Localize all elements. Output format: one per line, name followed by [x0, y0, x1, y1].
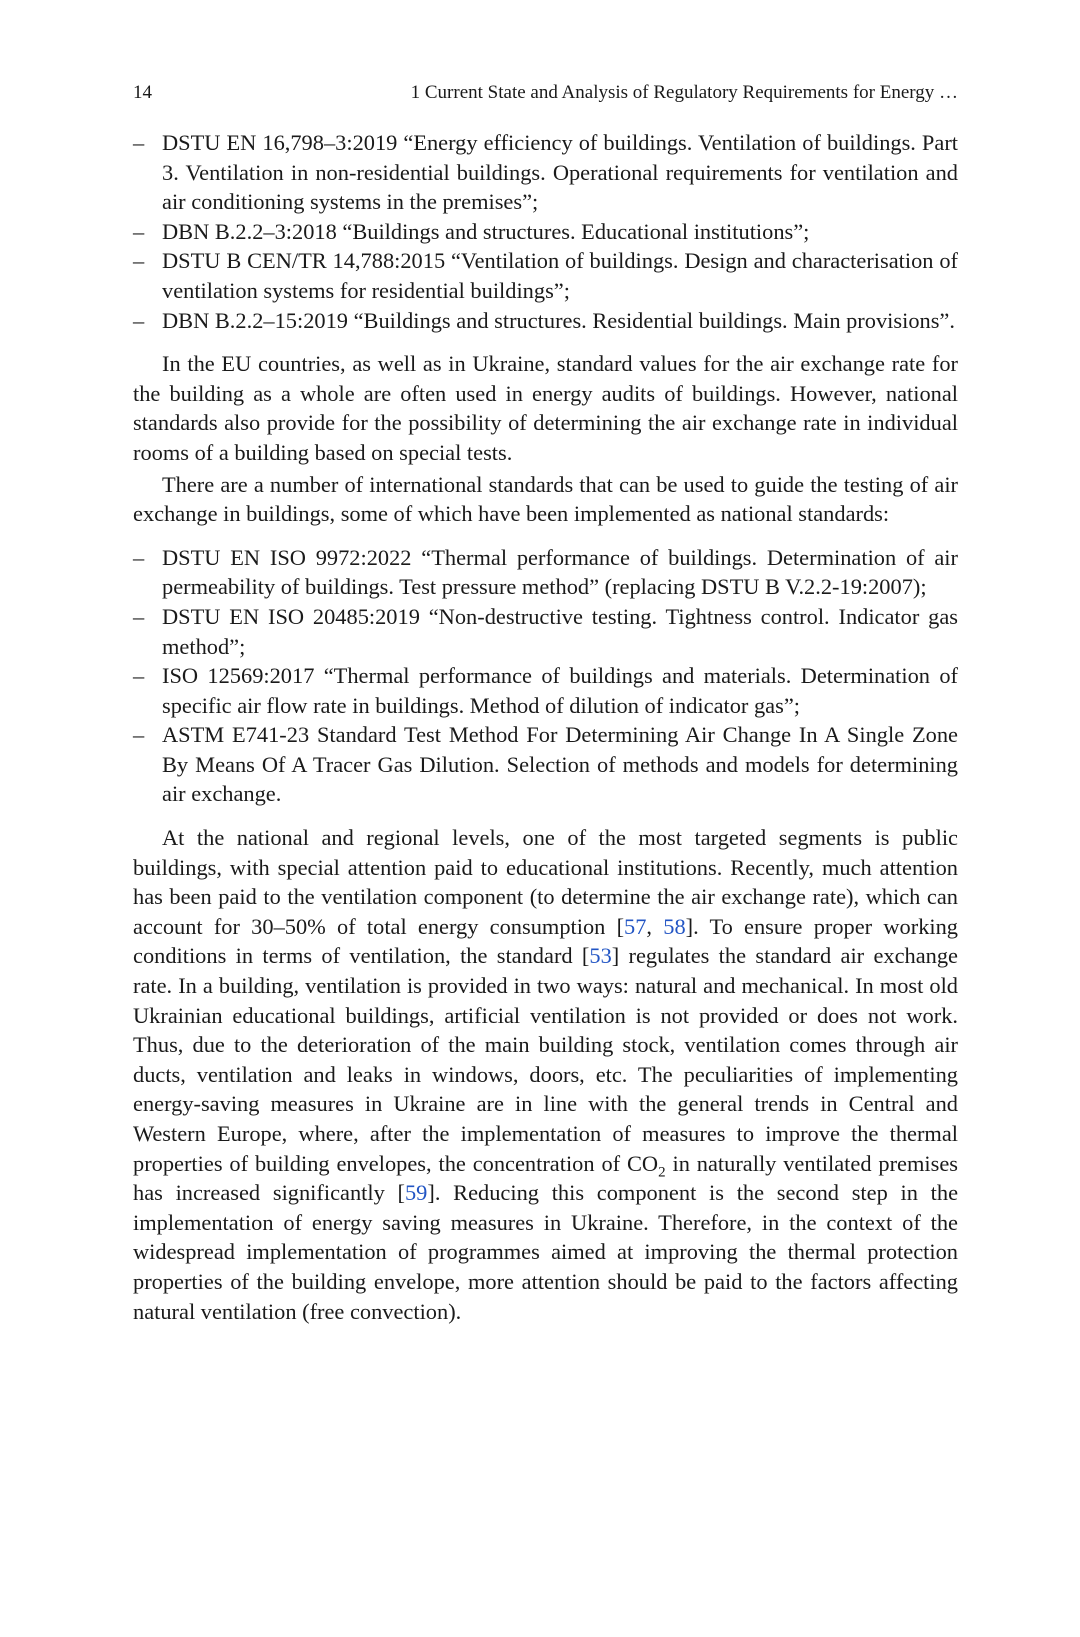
list-item [133, 217, 958, 247]
page [133, 82, 958, 1326]
list-item [133, 720, 958, 809]
list-item [133, 128, 958, 217]
page-number: 14 [133, 82, 152, 103]
standards-list-1 [133, 128, 958, 335]
paragraph-ventilation [133, 823, 958, 1326]
list-item-text: DBN B.2.2–3:2018 “Buildings and structures. Educational institutions”; [162, 218, 810, 244]
paragraph-international-standards: There are a number of international standards that can be used to guide the testing of air exchange in buildings, some of which have been implemented as national standards: [133, 471, 958, 527]
text-run: ] regulates the standard air exchange rate. In a building, ventilation is provided in two ways: natural and mechanical. In most old Ukrainian educational buildings, artificial ventilation is not provided or does not work. Thus, due to the deterioration of the main building stock, ventilation comes through air ducts, ventilation and leaks in windows, doors, etc. The peculiarities of implementing energy-saving measures in Ukraine are in line with the general trends in Central and Western Europe, where, after the implementation of measures to improve the thermal properties of building envelopes, the concentration of CO [133, 943, 958, 1176]
list-dash: – [133, 544, 145, 570]
list-item [133, 246, 958, 305]
running-head: 1 Current State and Analysis of Regulatory Requirements for Energy … [410, 82, 958, 103]
co2-subscript: 2 [658, 1164, 666, 1181]
list-item-text: DSTU EN ISO 20485:2019 “Non-destructive testing. Tightness control. Indicator gas method”; [162, 603, 958, 659]
list-dash: – [133, 603, 145, 629]
list-dash: – [133, 218, 145, 244]
list-item [133, 602, 958, 661]
list-item-text: ISO 12569:2017 “Thermal performance of buildings and materials. Determination of specific air flow rate in buildings. Method of dilution of indicator gas”; [162, 663, 958, 718]
list-dash: – [133, 722, 145, 748]
citation-link-58[interactable]: 58 [663, 913, 686, 939]
list-item [133, 306, 958, 336]
list-item [133, 661, 958, 720]
text-run: ]. Reducing this component is the second step in the implementation of energy saving measures in Ukraine. Therefore, in the context of the widespread implementation of programmes aimed at improving the thermal protection properties of the building envelope, more attention should be paid to the factors affecting natural ventilation (free convection). [133, 1180, 959, 1324]
text-run: At the national and regional levels, one of the most targeted segments is public buildings, with special attention paid to educational institutions. Recently, much attention has been paid to the ventilation component (to determine the air exchange rate), which can account for 30–50% of total energy consumption [ [133, 825, 958, 939]
standards-list-2 [133, 543, 958, 809]
list-item-text: DSTU EN 16,798–3:2019 “Energy efficiency of buildings. Ventilation of buildings. Part 3. Ventilation in non-residential buildings. Operational requirements for ventilation and air conditioning systems in the premises”; [162, 130, 958, 215]
list-item-text: DSTU B CEN/TR 14,788:2015 “Ventilation of buildings. Design and characterisation of ventilation systems for residential buildings”; [162, 248, 958, 303]
list-dash: – [133, 663, 145, 689]
page-header [133, 82, 958, 112]
list-dash: – [133, 248, 145, 274]
list-item [133, 543, 958, 602]
text-run: in naturally ventilated premises has increased significantly [ [133, 1150, 958, 1206]
citation-link-53[interactable]: 53 [589, 943, 612, 969]
list-dash: – [133, 307, 145, 333]
list-item-text: ASTM E741-23 Standard Test Method For Determining Air Change In A Single Zone By Means Of A Tracer Gas Dilution. Selection of methods and models for determining air exchange. [162, 722, 958, 807]
citation-link-57[interactable]: 57 [624, 913, 647, 939]
paragraph-eu-standards: In the EU countries, as well as in Ukraine, standard values for the air exchange rate for the building as a whole are often used in energy audits of buildings. However, national standards also provide for the possibility of determining the air exchange rate in individual rooms of a building based on special tests. [133, 351, 958, 465]
list-dash: – [133, 130, 145, 155]
list-item-text: DBN B.2.2–15:2019 “Buildings and structures. Residential buildings. Main provisions”. [162, 307, 955, 333]
text-run: , [646, 913, 664, 939]
list-item-text: DSTU EN ISO 9972:2022 “Thermal performance of buildings. Determination of air permeability of buildings. Test pressure method” (replacing DSTU B V.2.2-19:2007); [162, 544, 958, 600]
citation-link-59[interactable]: 59 [404, 1180, 428, 1206]
text-run: ]. To ensure proper working conditions in terms of ventilation, the standard [ [133, 913, 958, 969]
